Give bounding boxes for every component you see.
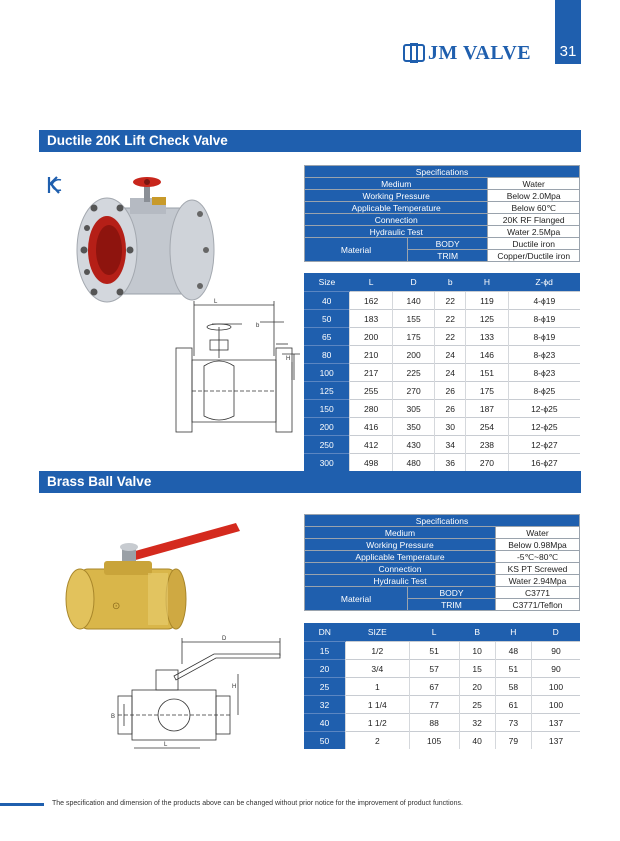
dim-cell: 1/2 [345,642,409,660]
dim-cell: 430 [392,436,435,454]
spec-label: Working Pressure [305,190,488,202]
dim-cell: 416 [350,418,393,436]
dim-cell: 73 [495,714,531,732]
table-row [304,364,580,382]
table-row [304,696,580,714]
material-trim-label: TRIM [408,599,496,611]
dim-cell: 2 [345,732,409,750]
dim-cell: 270 [392,382,435,400]
dim-cell: 48 [495,642,531,660]
dim-cell: 51 [409,642,459,660]
dim-cell: 65 [304,328,350,346]
dim-cell: 150 [304,400,350,418]
spec-label: Medium [305,527,496,539]
dim-cell: 151 [466,364,509,382]
dim-cell: 32 [304,696,345,714]
dim-cell: 8-ϕ25 [508,382,580,400]
dim-cell: 26 [435,400,466,418]
valve-logo-icon [403,42,425,64]
table-row [304,642,580,660]
dim-cell: 125 [466,310,509,328]
dim-cell: 100 [304,364,350,382]
dim-cell: 1 [345,678,409,696]
table-row [304,436,580,454]
dim-cell: 36 [435,454,466,472]
table-row [304,660,580,678]
material-body-value: C3771 [495,587,579,599]
dim-cell: 140 [392,292,435,310]
spec-title: Specifications [305,166,580,178]
dim-cell: 58 [495,678,531,696]
dim-cell: 238 [466,436,509,454]
dim-header-cell: Size [304,273,350,292]
dim-cell: 22 [435,310,466,328]
dim-cell: 254 [466,418,509,436]
spec-label: Medium [305,178,488,190]
dim-cell: 200 [392,346,435,364]
footer-note: The specification and dimension of the products above can be changed without prior notice for the improvement of product functions. [52,800,463,807]
dim-cell: 24 [435,346,466,364]
dim-cell: 1 1/2 [345,714,409,732]
dim-cell: 133 [466,328,509,346]
dim-cell: 16-ϕ27 [508,454,580,472]
dim-cell: 1 1/4 [345,696,409,714]
table-row [304,346,580,364]
dim-cell: 40 [459,732,495,750]
table-row [304,418,580,436]
dim-cell: 125 [304,382,350,400]
dim-cell: 155 [392,310,435,328]
dim-cell: 20 [459,678,495,696]
dim-header-cell: H [466,273,509,292]
material-trim-value: C3771/Teflon [495,599,579,611]
material-label: Material [305,238,408,262]
spec-value: Below 2.0Mpa [488,190,580,202]
table-row [304,292,580,310]
dim-cell: 100 [531,696,580,714]
ball-valve-photo [40,517,244,635]
dim-cell: 175 [466,382,509,400]
spec-value: Water 2.94Mpa [495,575,579,587]
dim-cell: 255 [350,382,393,400]
dim-label-B: B [111,714,116,720]
dim-cell: 51 [495,660,531,678]
dim-cell: 15 [304,642,345,660]
dim-cell: 137 [531,732,580,750]
dim-cell: 32 [459,714,495,732]
dim-cell: 8-ϕ19 [508,328,580,346]
dim-cell: 162 [350,292,393,310]
spec-label: Applicable Temperature [305,551,496,563]
dim-cell: 50 [304,310,350,328]
dim-cell: 200 [304,418,350,436]
dim-cell: 175 [392,328,435,346]
dim-label-D: D [222,636,227,642]
brand-name: JM VALVE [428,41,532,64]
dim-cell: 50 [304,732,345,750]
dim-cell: 12-ϕ27 [508,436,580,454]
dim-cell: 8-ϕ19 [508,310,580,328]
dim-label-b: b [256,323,260,329]
spec-value: Water 2.5Mpa [488,226,580,238]
dim-cell: 12-ϕ25 [508,400,580,418]
check-valve-photo [72,170,220,312]
material-body-value: Ductile iron [488,238,580,250]
table-row [304,714,580,732]
dim-cell: 34 [435,436,466,454]
dim-cell: 12-ϕ25 [508,418,580,436]
section-title-check-valve: Ductile 20K Lift Check Valve [39,130,581,152]
page-number: 31 [555,0,581,64]
dim-label-H: H [232,684,237,690]
material-body-label: BODY [408,587,496,599]
spec-title: Specifications [305,515,580,527]
dim-label-H: H [286,356,291,362]
table-row [304,678,580,696]
dim-cell: 498 [350,454,393,472]
dim-cell: 105 [409,732,459,750]
dim-cell: 250 [304,436,350,454]
dim-cell: 20 [304,660,345,678]
spec-value: 20K RF Flanged [488,214,580,226]
dim-header-row [304,273,580,292]
dim-cell: 217 [350,364,393,382]
dim-header-cell: SIZE [345,623,409,642]
dimension-table-ball-valve [304,623,580,749]
dim-cell: 88 [409,714,459,732]
dim-cell: 40 [304,714,345,732]
dim-header-cell: D [531,623,580,642]
dim-cell: 119 [466,292,509,310]
kc-certification-icon [47,176,63,194]
dim-cell: 57 [409,660,459,678]
spec-label: Working Pressure [305,539,496,551]
check-valve-drawing [164,296,304,442]
dim-cell: 187 [466,400,509,418]
dim-cell: 300 [304,454,350,472]
dim-header-cell: L [350,273,393,292]
spec-table-check-valve [304,165,580,262]
table-row [304,328,580,346]
dim-cell: 77 [409,696,459,714]
dim-header-cell: B [459,623,495,642]
spec-label: Connection [305,214,488,226]
table-row [304,732,580,750]
dim-cell: 90 [531,642,580,660]
material-trim-value: Copper/Ductile iron [488,250,580,262]
dimension-table-check-valve [304,273,580,471]
dim-cell: 137 [531,714,580,732]
dim-cell: 412 [350,436,393,454]
brand-logo [403,40,531,66]
footer-accent-line [0,803,44,806]
dim-cell: 146 [466,346,509,364]
material-body-label: BODY [408,238,488,250]
dim-cell: 15 [459,660,495,678]
dim-header-cell: L [409,623,459,642]
spec-label: Hydraulic Test [305,226,488,238]
dim-header-row [304,623,580,642]
dim-cell: 3/4 [345,660,409,678]
dim-cell: 270 [466,454,509,472]
dim-cell: 8-ϕ23 [508,346,580,364]
dim-cell: 40 [304,292,350,310]
spec-value: Water [495,527,579,539]
dim-cell: 8-ϕ23 [508,364,580,382]
dim-cell: 79 [495,732,531,750]
dim-header-cell: DN [304,623,345,642]
dim-header-cell: b [435,273,466,292]
dim-cell: 24 [435,364,466,382]
dim-cell: 4-ϕ19 [508,292,580,310]
dim-label-L: L [164,742,168,748]
table-row [304,382,580,400]
material-label: Material [305,587,408,611]
spec-table-ball-valve [304,514,580,611]
table-row [304,454,580,472]
dim-cell: 25 [459,696,495,714]
dim-cell: 210 [350,346,393,364]
dim-cell: 225 [392,364,435,382]
dim-cell: 22 [435,292,466,310]
spec-value: Below 60℃ [488,202,580,214]
dim-cell: 22 [435,328,466,346]
dim-label-L: L [214,299,218,305]
dim-header-cell: D [392,273,435,292]
spec-value: Below 0.98Mpa [495,539,579,551]
dim-cell: 67 [409,678,459,696]
dim-cell: 100 [531,678,580,696]
dim-cell: 305 [392,400,435,418]
table-row [304,310,580,328]
svg-text:⊙: ⊙ [112,601,121,612]
dim-cell: 200 [350,328,393,346]
ball-valve-drawing [104,634,290,754]
dim-header-cell: Z-ϕd [508,273,580,292]
spec-label: Applicable Temperature [305,202,488,214]
dim-cell: 26 [435,382,466,400]
spec-value: Water [488,178,580,190]
dim-cell: 480 [392,454,435,472]
dim-cell: 280 [350,400,393,418]
dim-cell: 61 [495,696,531,714]
dim-cell: 183 [350,310,393,328]
dim-cell: 350 [392,418,435,436]
section-title-ball-valve: Brass Ball Valve [39,471,581,493]
spec-label: Connection [305,563,496,575]
dim-header-cell: H [495,623,531,642]
dim-cell: 10 [459,642,495,660]
dim-cell: 80 [304,346,350,364]
material-trim-label: TRIM [408,250,488,262]
spec-value: KS PT Screwed [495,563,579,575]
dim-cell: 25 [304,678,345,696]
spec-label: Hydraulic Test [305,575,496,587]
table-row [304,400,580,418]
dim-cell: 90 [531,660,580,678]
spec-value: -5℃~80℃ [495,551,579,563]
dim-cell: 30 [435,418,466,436]
